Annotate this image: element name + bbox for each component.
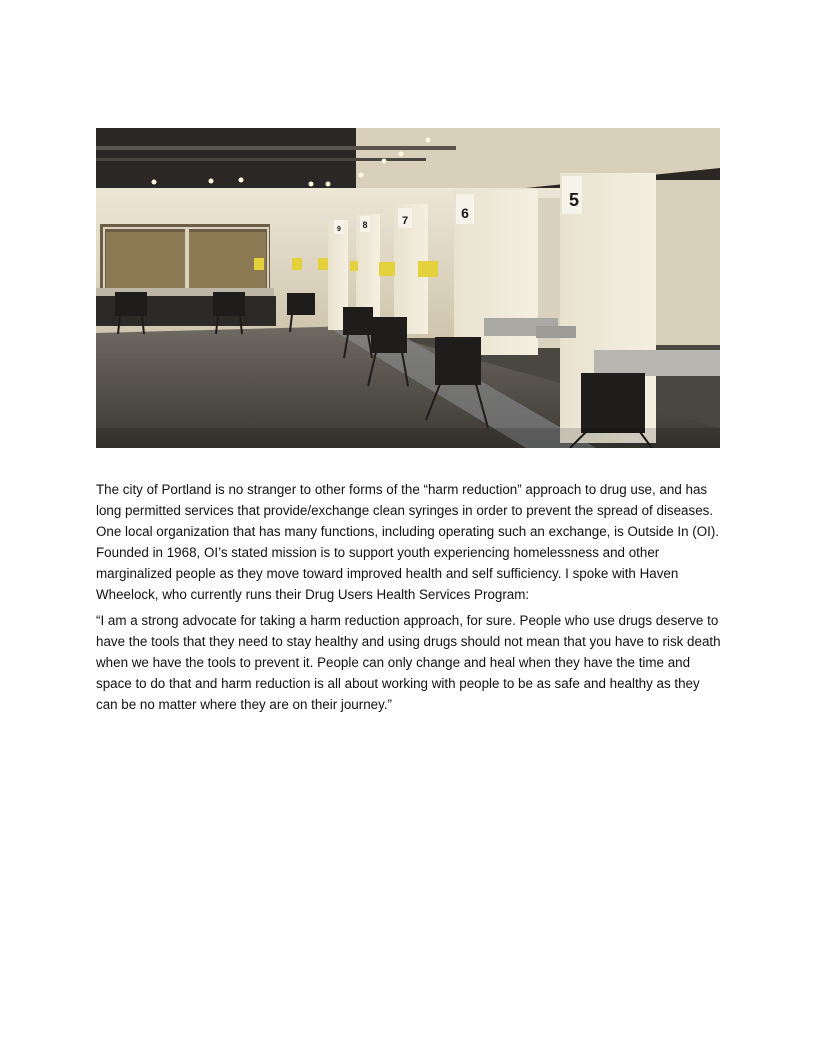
- booth-room-photo: [96, 128, 720, 448]
- body-paragraph: The city of Portland is no stranger to other forms of the “harm reduction” approach to drug use, and has long permitted services that provide/exchange clean syringes in order to prevent the spread of diseases. One local organization that has many functions, including operating such an exchange, is Outside In (OI). Founded in 1968, OI’s stated mission is to support youth experiencing homelessness and other marginalized people as they move toward improved health and self sufficiency. I spoke with Haven Wheelock, who currently runs their Drug Users Health Services Program:: [96, 482, 720, 602]
- booth-number: 8: [362, 220, 368, 230]
- booth-number: 6: [461, 205, 469, 221]
- booth-number: 5: [568, 190, 580, 210]
- article-text: [96, 479, 722, 720]
- booth-number: 7: [401, 215, 409, 227]
- quote-paragraph: “I am a strong advocate for taking a harm reduction approach, for sure. People who use drugs deserve to have the tools that they need to stay healthy and using drugs should not mean that you have to risk death when we have the tools to prevent it. People can only change and heal when they have the time and space to do that and harm reduction is all about working with people to be as safe and healthy as they can be no matter where they are on their journey.”: [96, 613, 721, 712]
- booth-number: 9: [337, 226, 341, 233]
